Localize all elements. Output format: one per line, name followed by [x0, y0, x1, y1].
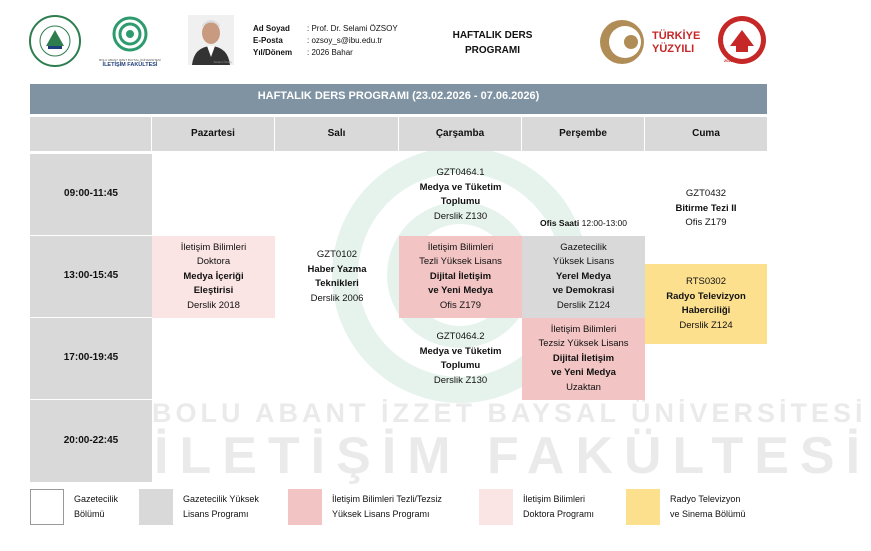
course-name: Medya ve Tüketim [419, 345, 502, 357]
course-room: Derslik Z124 [556, 299, 611, 311]
course-name-cont: ve Yeni Medya [428, 285, 493, 297]
course-level: Doktora [196, 256, 231, 268]
course-wednesday-media-consumption-1[interactable] [399, 154, 522, 236]
watermark-line2: İLETİŞİM FAKÜLTESİ [154, 427, 871, 485]
legend-label-comm-doctoral [523, 492, 594, 522]
family-year-text: 2025 AİLE YILI [724, 58, 752, 63]
course-code: GZT0464.1 [436, 167, 485, 178]
legend-swatch-journalism [30, 489, 64, 525]
course-name-cont: Toplumu [440, 360, 481, 371]
office-hours-time: 12:00-13:00 [581, 218, 627, 228]
legend-line: Gazetecilik [74, 494, 119, 504]
course-name: Radyo Televizyon [666, 290, 746, 302]
faculty-logo-subtext: BOLU ABANT İZZET BAYSAL ÜNİVERSİTESİ [99, 58, 161, 62]
header-title-line1: HAFTALIK DERS [452, 30, 533, 41]
course-wednesday-media-consumption-2[interactable] [399, 318, 522, 400]
course-thursday-digital-communication[interactable] [522, 318, 645, 400]
course-name: Medya İçeriği [183, 270, 244, 282]
course-name-cont: Eleştirisi [193, 285, 234, 297]
legend-label-comm-masters [332, 492, 442, 522]
legend-line: İletişim Bilimleri Tezli/Tezsiz [332, 494, 442, 504]
course-name-cont: ve Yeni Medya [551, 367, 616, 379]
term-label: Yıl/Dönem [253, 48, 293, 57]
university-seal-logo [28, 14, 82, 68]
day-header-wednesday: Çarşamba [399, 117, 522, 151]
course-room: Derslik Z130 [433, 374, 488, 386]
day-header-thursday: Perşembe [522, 117, 645, 151]
course-monday-media-criticism[interactable] [152, 236, 275, 318]
photo-caption: Selami Özsoy [213, 60, 232, 64]
course-friday-thesis[interactable] [645, 154, 767, 264]
legend-label-radio-tv [670, 492, 746, 522]
time-slot-4: 20:00-22:45 [30, 400, 152, 482]
course-room: Derslik 2006 [310, 292, 364, 304]
legend-line: Bölümü [74, 509, 105, 519]
legend-line: Lisans Programı [183, 509, 249, 519]
course-wednesday-digital-communication[interactable] [399, 236, 522, 318]
corner-cell [30, 117, 152, 151]
legend-line: Gazetecilik Yüksek [183, 494, 259, 504]
course-code: RTS0302 [686, 276, 726, 287]
course-name: Haber Yazma [307, 263, 367, 275]
office-hours [522, 218, 645, 228]
course-program: Gazetecilik [560, 241, 607, 253]
course-name: Dijital İletişim [552, 352, 615, 364]
course-room: Ofis Z179 [439, 299, 482, 311]
faculty-logo-text: İLETİŞİM FAKÜLTESİ [102, 62, 158, 68]
legend-swatch-radio-tv [626, 489, 660, 525]
day-header-tuesday: Salı [275, 117, 399, 151]
course-level: Tezsiz Yüksek Lisans [538, 338, 629, 350]
legend-line: Yüksek Lisans Programı [332, 509, 430, 519]
course-code: GZT0464.2 [436, 331, 485, 342]
course-room: Derslik 2018 [187, 299, 240, 311]
header-title [440, 28, 545, 58]
course-room: Ofis Z179 [685, 217, 727, 229]
email-value: : ozsoy_s@ibu.edu.tr [307, 36, 383, 45]
header-title-line2: PROGRAMI [465, 45, 520, 56]
name-label: Ad Soyad [253, 24, 290, 33]
course-name-cont: Haberciliği [681, 305, 731, 316]
course-room: Derslik Z130 [433, 210, 488, 222]
course-name-cont: ve Demokrasi [552, 285, 615, 297]
name-value: : Prof. Dr. Selami ÖZSOY [307, 24, 398, 33]
legend-swatch-journalism-masters [139, 489, 173, 525]
legend-line: İletişim Bilimleri [523, 494, 586, 504]
course-name: Dijital İletişim [429, 270, 492, 282]
course-code: GZT0432 [685, 188, 727, 200]
turkiye-yuzyili-logo [598, 18, 704, 66]
time-slot-1: 09:00-11:45 [30, 154, 152, 236]
legend-line: Doktora Programı [523, 509, 595, 519]
legend-swatch-comm-doctoral [479, 489, 513, 525]
course-program: İletişim Bilimleri [550, 323, 617, 335]
profile-photo [188, 15, 234, 65]
day-header-friday: Cuma [645, 117, 767, 151]
legend-label-journalism [74, 492, 118, 522]
term-value: : 2026 Bahar [307, 48, 353, 57]
course-tuesday-news-writing[interactable] [275, 236, 399, 318]
watermark-line1: BOLU ABANT İZZET BAYSAL ÜNİVERSİTESİ [152, 398, 867, 428]
turkiye-logo-line2: YÜZYILI [652, 43, 695, 55]
faculty-logo [92, 16, 168, 68]
time-slot-3: 17:00-19:45 [30, 318, 152, 400]
turkiye-logo-line1: TÜRKİYE [652, 30, 701, 42]
course-name-cont: Teknikleri [315, 278, 359, 289]
legend-label-journalism-masters [183, 492, 259, 522]
course-program: İletişim Bilimleri [180, 241, 247, 253]
schedule-banner: HAFTALIK DERS PROGRAMI (23.02.2026 - 07.06.2026) [30, 84, 767, 114]
office-hours-label: Ofis Saati [540, 218, 580, 228]
course-level: Tezli Yüksek Lisans [419, 256, 502, 268]
course-room: Uzaktan [566, 381, 601, 393]
course-name-cont: Toplumu [440, 196, 481, 207]
course-room: Derslik Z124 [679, 319, 733, 331]
email-label: E-Posta [253, 36, 283, 45]
course-name: Yerel Medya [556, 270, 611, 282]
course-friday-radio-tv-journalism[interactable] [645, 264, 767, 344]
course-name: Medya ve Tüketim [419, 181, 502, 193]
course-thursday-local-media[interactable] [522, 236, 645, 318]
course-name: Bitirme Tezi II [675, 202, 737, 214]
family-year-logo [716, 14, 768, 68]
day-header-monday: Pazartesi [152, 117, 275, 151]
course-program: İletişim Bilimleri [427, 241, 494, 253]
legend-line: ve Sinema Bölümü [670, 509, 746, 519]
course-level: Yüksek Lisans [552, 256, 615, 268]
time-slot-2: 13:00-15:45 [30, 236, 152, 318]
legend-swatch-comm-masters [288, 489, 322, 525]
course-code: GZT0102 [316, 249, 358, 260]
legend-line: Radyo Televizyon [670, 494, 741, 504]
